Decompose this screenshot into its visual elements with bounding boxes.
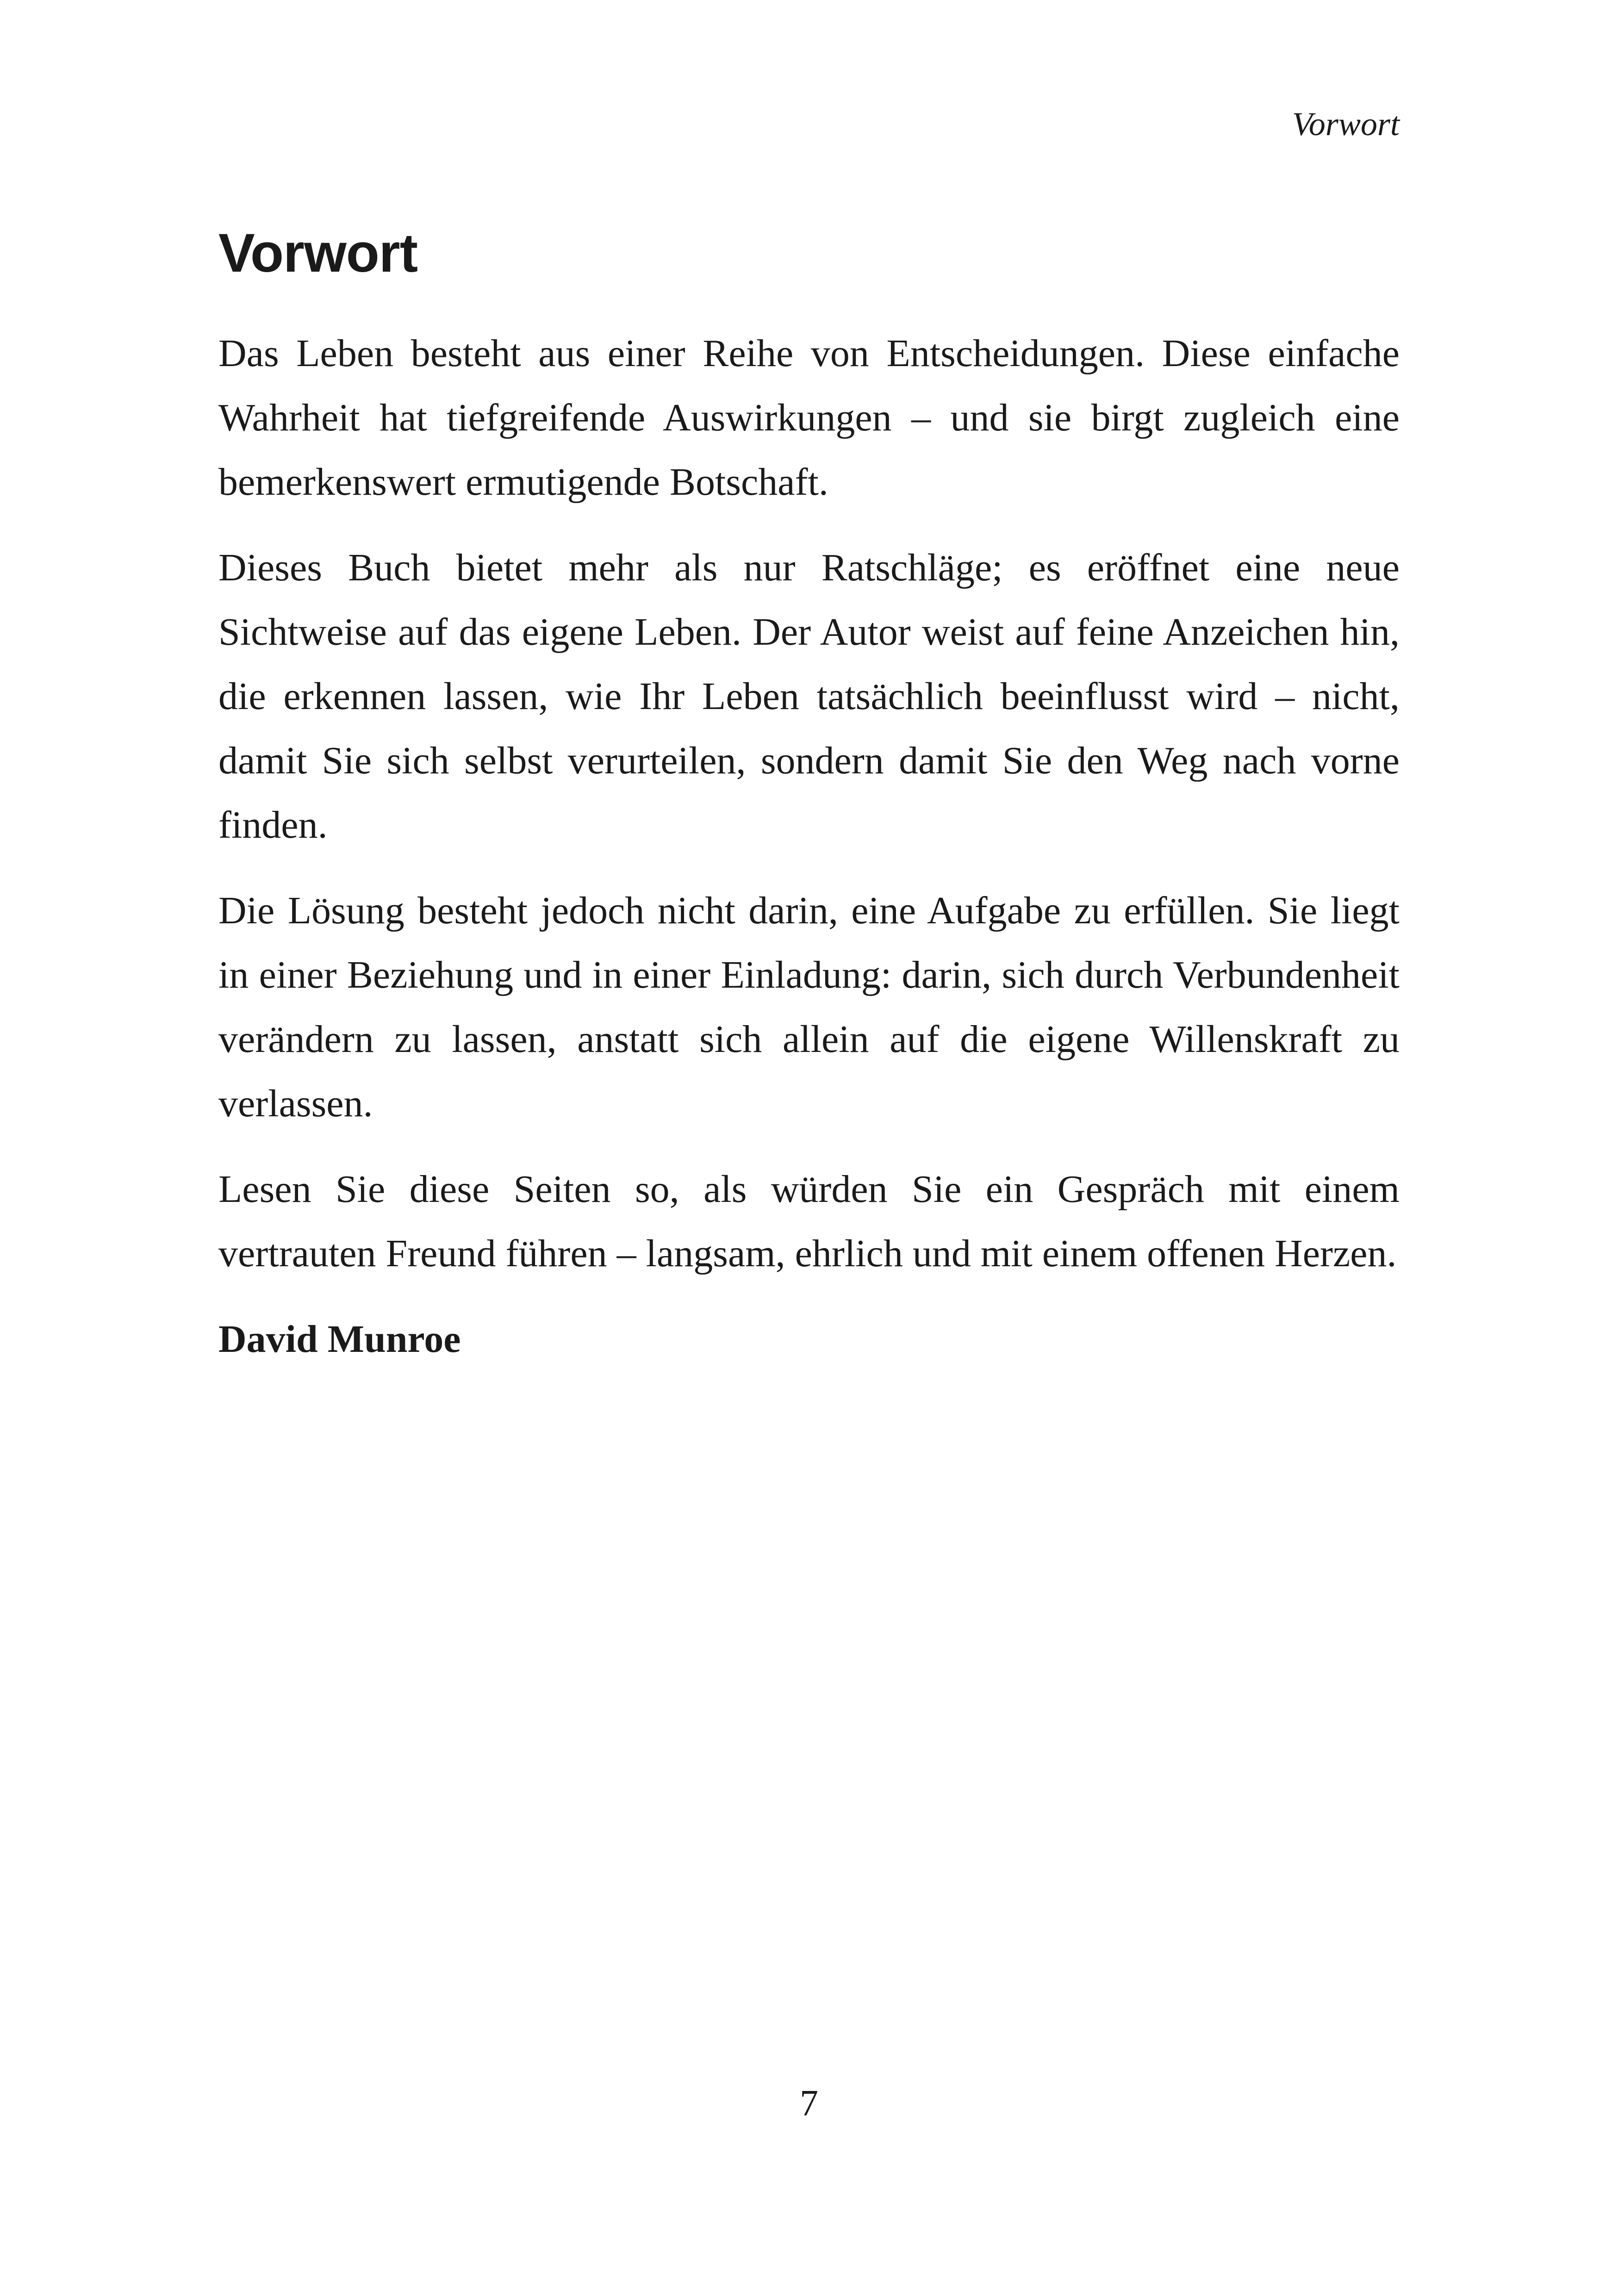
chapter-title: Vorwort — [218, 223, 418, 284]
page-number: 7 — [800, 2083, 818, 2124]
paragraph-2: Dieses Buch bietet mehr als nur Ratschläge; es eröffnet eine neue Sichtweise auf das eigene Leben. Der Autor weist auf feine Anzeichen hin, die erkennen lassen, wie Ihr Leben tatsächlich beeinflusst wird – nicht, damit Sie sich selbst verurteilen, sondern damit Sie den Weg nach vorne finden. — [218, 546, 1400, 846]
running-header: Vorwort — [1292, 106, 1400, 143]
paragraph-4: Lesen Sie diese Seiten so, als würden Sie ein Gespräch mit einem vertrauten Freund führen – langsam, ehrlich und mit einem offenen Herzen. — [218, 1167, 1400, 1275]
paragraph-1: Das Leben besteht aus einer Reihe von Entscheidungen. Diese einfache Wahrheit hat tiefgreifende Auswirkungen – und sie birgt zugleich eine bemerkenswert ermutigende Botschaft. — [218, 331, 1400, 504]
paragraph-3: Die Lösung besteht jedoch nicht darin, eine Aufgabe zu erfüllen. Sie liegt in einer Beziehung und in einer Einladung: darin, sich durch Verbundenheit verändern zu lassen, anstatt sich allein auf die eigene Willenskraft zu verlassen. — [218, 889, 1400, 1125]
chapter-body — [218, 222, 1400, 1371]
author-signature: David Munroe — [218, 1317, 461, 1361]
